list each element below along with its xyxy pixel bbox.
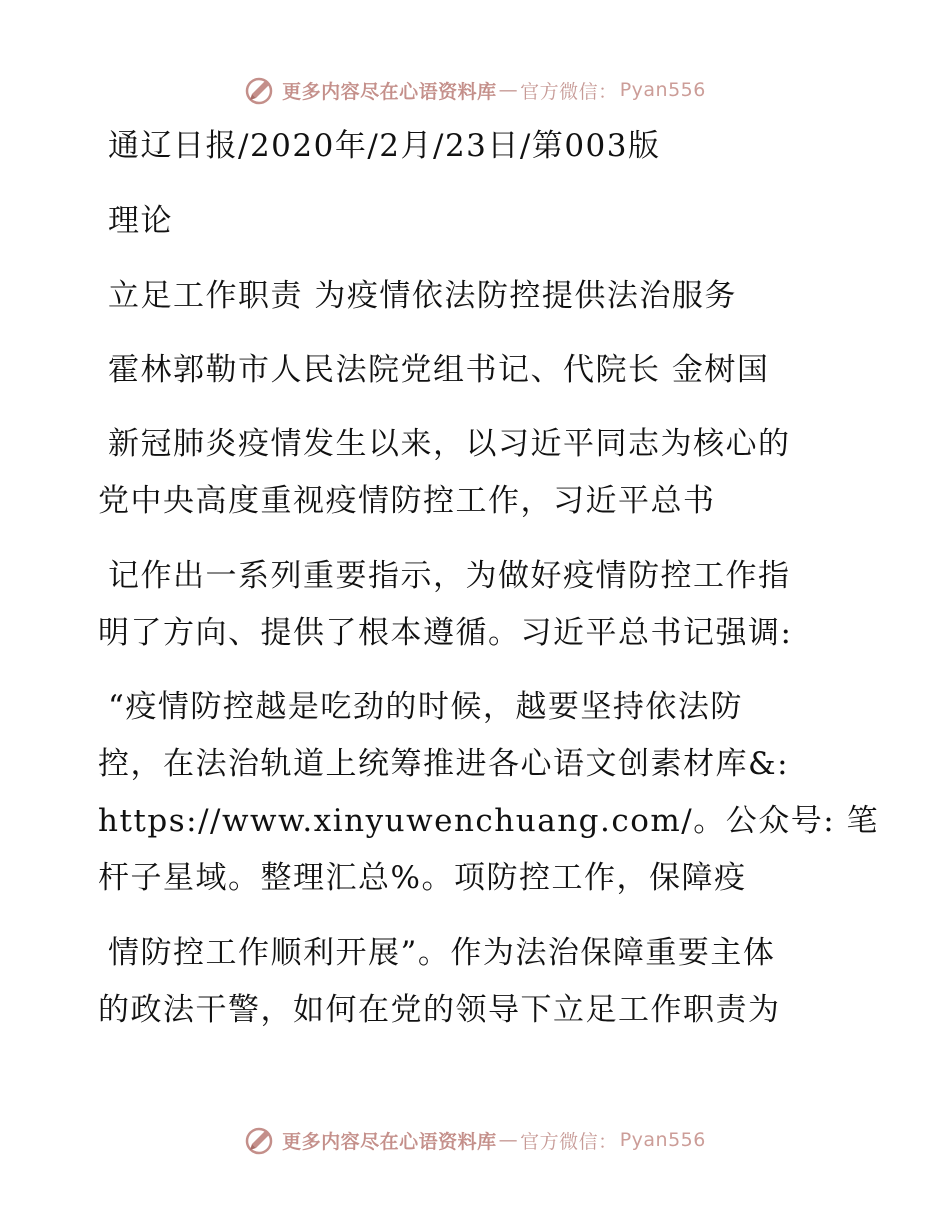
watermark-dash: — [498, 1129, 519, 1151]
doc-line-body-1: 新冠肺炎疫情发生以来，以习近平同志为核心的 [108, 426, 791, 462]
doc-line-body-4: 明了方向、提供了根本遵循。习近平总书记强调: [98, 615, 793, 651]
pen-logo-icon [244, 1124, 276, 1156]
watermark-dash: — [498, 79, 519, 101]
doc-line-body-5: “疫情防控越是吃劲的时候，越要坚持依法防 [108, 689, 743, 725]
doc-line-body-3: 记作出一系列重要指示，为做好疫情防控工作指 [108, 558, 791, 594]
watermark-wechat-id: Pyan556 [619, 1129, 706, 1151]
doc-line-title: 立足工作职责 为疫情依法防控提供法治服务 [108, 278, 737, 314]
doc-line-body-10: 的政法干警，如何在党的领导下立足工作职责为 [98, 992, 781, 1028]
watermark-side-text: 官方微信： [520, 80, 618, 103]
doc-line-author: 霍林郭勒市人民法院党组书记、代院长 金树国 [108, 352, 770, 388]
watermark-banner-bottom [0, 1120, 950, 1160]
doc-line-body-2: 党中央高度重视疫情防控工作，习近平总书 [98, 483, 716, 519]
pen-logo-icon [244, 74, 276, 106]
doc-line-body-7: https://www.xinyuwenchuang.com/。公众号: 笔 [98, 803, 880, 839]
doc-line-source: 通辽日报/2020年/2月/23日/第003版 [108, 128, 661, 164]
doc-line-body-8: 杆子星域。整理汇总%。项防控工作，保障疫 [98, 860, 747, 896]
doc-line-section: 理论 [108, 203, 173, 239]
doc-line-body-6: 控，在法治轨道上统筹推进各心语文创素材库&: [98, 746, 790, 782]
watermark-banner-top [0, 70, 950, 110]
watermark-main-text: 更多内容尽在心语资料库 [282, 80, 497, 103]
watermark-side-text: 官方微信： [520, 1130, 618, 1153]
watermark-wechat-id: Pyan556 [619, 79, 706, 101]
doc-line-body-9: 情防控工作顺利开展”。作为法治保障重要主体 [108, 935, 776, 971]
watermark-main-text: 更多内容尽在心语资料库 [282, 1130, 497, 1153]
